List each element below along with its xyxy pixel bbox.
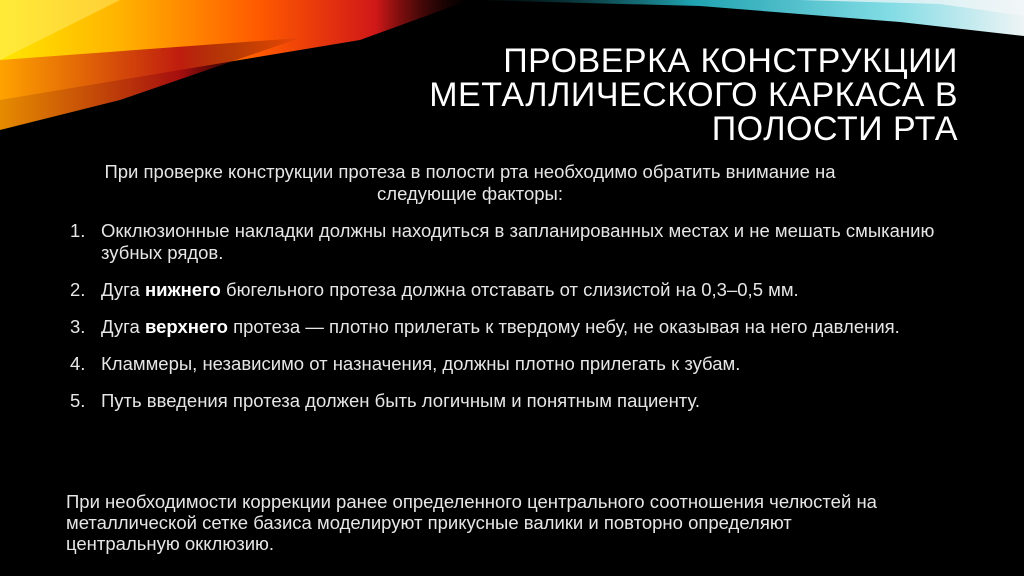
factor-list xyxy=(70,220,970,427)
title-line-2: МЕТАЛЛИЧЕСКОГО КАРКАСА В xyxy=(429,76,958,114)
list-item-text: протеза — плотно прилегать к твердому небу, не оказывая на него давления. xyxy=(227,316,900,337)
title-line-1: ПРОВЕРКА КОНСТРУКЦИИ xyxy=(503,42,958,80)
list-item-number: 3. xyxy=(70,316,86,337)
list-item-number: 2. xyxy=(70,279,86,300)
list-item xyxy=(70,390,970,412)
intro-paragraph: При проверке конструкции протеза в полости рта необходимо обратить внимание на следующие факторы: xyxy=(104,161,836,204)
list-item-number: 4. xyxy=(70,353,86,374)
cool-streak-1 xyxy=(470,0,1024,36)
list-item-emphasis: верхнего xyxy=(144,316,228,337)
list-item-number: 5. xyxy=(70,390,86,411)
list-item xyxy=(70,279,970,301)
list-item-text: Путь введения протеза должен быть логичным и понятным пациенту. xyxy=(101,390,701,411)
title-line-3: ПОЛОСТИ РТА xyxy=(711,110,958,148)
list-item-number: 1. xyxy=(70,220,86,241)
list-item-text: Дуга xyxy=(101,279,145,300)
list-item xyxy=(70,316,970,338)
conclusion-paragraph: При необходимости коррекции ранее определенного центрального соотношения челюстей на металлической сетке базиса моделируют прикусные валики и повторно определяют центральную окклюзию. xyxy=(66,491,877,554)
list-item-text: Кламмеры, независимо от назначения, должны плотно прилегать к зубам. xyxy=(101,353,741,374)
list-item-text: Окклюзионные накладки должны находиться в запланированных местах и не мешать смыканию зубных рядов. xyxy=(101,220,935,263)
cool-streaks xyxy=(470,0,1024,36)
slide-title xyxy=(338,44,958,146)
list-item-text: Дуга xyxy=(101,316,145,337)
list-item xyxy=(70,353,970,375)
list-item xyxy=(70,220,970,264)
list-item-emphasis: нижнего xyxy=(144,279,221,300)
list-item-text: бюгельного протеза должна отставать от слизистой на 0,3–0,5 мм. xyxy=(220,279,799,300)
